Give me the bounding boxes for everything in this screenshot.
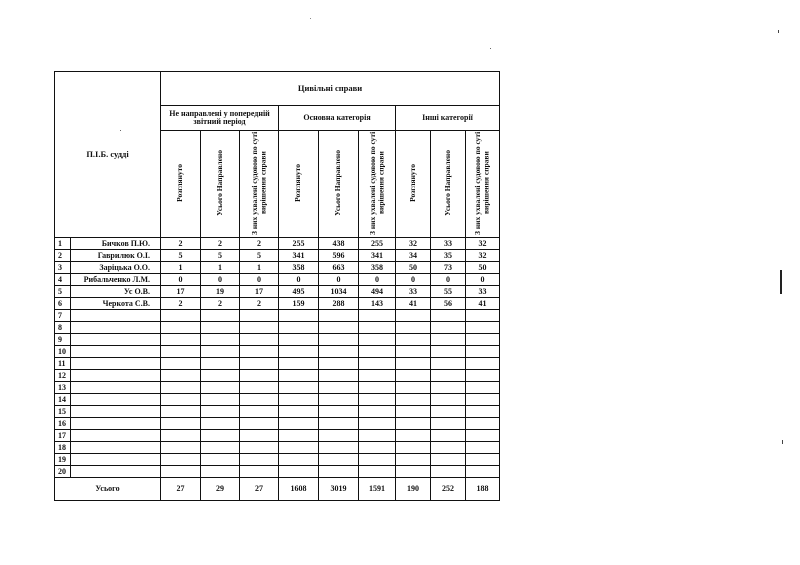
judge-name bbox=[71, 370, 161, 382]
column-header-label: Розглянуто bbox=[407, 164, 417, 202]
total-value-cell: 188 bbox=[466, 478, 500, 501]
value-cell: 2 bbox=[201, 298, 240, 310]
value-cell bbox=[240, 382, 279, 394]
value-cell bbox=[466, 430, 500, 442]
value-cell bbox=[240, 442, 279, 454]
value-cell bbox=[161, 442, 201, 454]
column-header bbox=[396, 131, 431, 238]
value-cell bbox=[396, 346, 431, 358]
value-cell bbox=[161, 454, 201, 466]
total-value-cell: 252 bbox=[431, 478, 466, 501]
value-cell: 2 bbox=[201, 238, 240, 250]
value-cell: 32 bbox=[396, 238, 431, 250]
value-cell bbox=[319, 406, 359, 418]
value-cell bbox=[431, 322, 466, 334]
table-row bbox=[55, 358, 500, 370]
value-cell: 2 bbox=[240, 238, 279, 250]
value-cell: 73 bbox=[431, 262, 466, 274]
value-cell bbox=[240, 394, 279, 406]
value-cell bbox=[466, 442, 500, 454]
value-cell bbox=[396, 310, 431, 322]
table-row bbox=[55, 394, 500, 406]
row-number: 15 bbox=[55, 406, 71, 418]
value-cell bbox=[466, 358, 500, 370]
value-cell: 50 bbox=[396, 262, 431, 274]
value-cell: 19 bbox=[201, 286, 240, 298]
column-header-label: З них ухвалені судовою по суті вирішення справи bbox=[249, 131, 268, 235]
row-number: 6 bbox=[55, 298, 71, 310]
value-cell bbox=[431, 370, 466, 382]
value-cell bbox=[319, 394, 359, 406]
table-row bbox=[55, 406, 500, 418]
value-cell bbox=[396, 322, 431, 334]
value-cell bbox=[319, 466, 359, 478]
column-header-label: Розглянуто bbox=[293, 164, 303, 202]
column-header bbox=[201, 131, 240, 238]
total-value-cell: 27 bbox=[161, 478, 201, 501]
total-value-cell: 190 bbox=[396, 478, 431, 501]
judge-name bbox=[71, 430, 161, 442]
value-cell bbox=[431, 334, 466, 346]
value-cell: 0 bbox=[201, 274, 240, 286]
value-cell bbox=[201, 322, 240, 334]
value-cell bbox=[279, 442, 319, 454]
value-cell bbox=[201, 418, 240, 430]
value-cell bbox=[431, 346, 466, 358]
value-cell bbox=[396, 334, 431, 346]
value-cell: 159 bbox=[279, 298, 319, 310]
value-cell bbox=[319, 334, 359, 346]
value-cell bbox=[466, 394, 500, 406]
value-cell bbox=[201, 442, 240, 454]
value-cell bbox=[319, 322, 359, 334]
value-cell bbox=[466, 334, 500, 346]
value-cell bbox=[161, 430, 201, 442]
value-cell: 32 bbox=[466, 250, 500, 262]
value-cell bbox=[466, 310, 500, 322]
value-cell bbox=[201, 430, 240, 442]
value-cell bbox=[319, 310, 359, 322]
value-cell bbox=[201, 394, 240, 406]
value-cell bbox=[279, 358, 319, 370]
value-cell: 1 bbox=[201, 262, 240, 274]
value-cell: 55 bbox=[431, 286, 466, 298]
value-cell: 41 bbox=[396, 298, 431, 310]
column-header bbox=[279, 131, 319, 238]
value-cell bbox=[201, 346, 240, 358]
total-value-cell: 1591 bbox=[359, 478, 396, 501]
column-header bbox=[319, 131, 359, 238]
value-cell bbox=[396, 418, 431, 430]
value-cell bbox=[431, 430, 466, 442]
value-cell: 0 bbox=[161, 274, 201, 286]
value-cell: 358 bbox=[359, 262, 396, 274]
value-cell bbox=[319, 346, 359, 358]
value-cell bbox=[279, 322, 319, 334]
judge-name bbox=[71, 466, 161, 478]
column-header-label: З них ухвалені судовою по суті вирішення справи bbox=[367, 131, 386, 235]
value-cell: 0 bbox=[359, 274, 396, 286]
column-header-label: Усього Направлено bbox=[214, 150, 224, 216]
value-cell: 50 bbox=[466, 262, 500, 274]
value-cell: 255 bbox=[359, 238, 396, 250]
value-cell bbox=[161, 346, 201, 358]
value-cell bbox=[396, 382, 431, 394]
judges-cases-table bbox=[54, 71, 500, 501]
value-cell bbox=[201, 382, 240, 394]
value-cell: 17 bbox=[240, 286, 279, 298]
value-cell: 41 bbox=[466, 298, 500, 310]
value-cell bbox=[359, 418, 396, 430]
total-value-cell: 3019 bbox=[319, 478, 359, 501]
value-cell: 0 bbox=[240, 274, 279, 286]
value-cell bbox=[279, 334, 319, 346]
value-cell bbox=[359, 406, 396, 418]
value-cell bbox=[396, 466, 431, 478]
value-cell bbox=[319, 418, 359, 430]
value-cell: 143 bbox=[359, 298, 396, 310]
subgroup-header-other-categories: Інші категорії bbox=[396, 106, 500, 131]
value-cell: 33 bbox=[396, 286, 431, 298]
value-cell: 5 bbox=[240, 250, 279, 262]
column-header-label: З них ухвалені судовою по суті вирішення справи bbox=[473, 131, 491, 235]
value-cell bbox=[466, 382, 500, 394]
table-row bbox=[55, 382, 500, 394]
value-cell bbox=[431, 310, 466, 322]
value-cell bbox=[240, 358, 279, 370]
value-cell: 0 bbox=[466, 274, 500, 286]
column-header bbox=[466, 131, 500, 238]
row-number: 17 bbox=[55, 430, 71, 442]
judge-name bbox=[71, 346, 161, 358]
value-cell bbox=[201, 370, 240, 382]
value-cell: 0 bbox=[431, 274, 466, 286]
value-cell bbox=[279, 406, 319, 418]
value-cell bbox=[466, 454, 500, 466]
value-cell bbox=[240, 466, 279, 478]
value-cell bbox=[240, 454, 279, 466]
table-row bbox=[55, 430, 500, 442]
value-cell bbox=[319, 358, 359, 370]
value-cell bbox=[201, 454, 240, 466]
row-number: 2 bbox=[55, 250, 71, 262]
value-cell bbox=[431, 454, 466, 466]
table-row bbox=[55, 418, 500, 430]
table-row bbox=[55, 238, 500, 250]
value-cell: 596 bbox=[319, 250, 359, 262]
value-cell bbox=[240, 430, 279, 442]
value-cell: 2 bbox=[240, 298, 279, 310]
column-header-label: Розглянуто bbox=[175, 164, 185, 202]
value-cell: 341 bbox=[359, 250, 396, 262]
value-cell bbox=[431, 442, 466, 454]
value-cell bbox=[201, 310, 240, 322]
value-cell bbox=[359, 310, 396, 322]
value-cell bbox=[279, 310, 319, 322]
row-number: 11 bbox=[55, 358, 71, 370]
judge-name bbox=[71, 310, 161, 322]
name-column-header: П.І.Б. судді bbox=[55, 72, 161, 238]
value-cell bbox=[319, 454, 359, 466]
value-cell bbox=[396, 430, 431, 442]
value-cell: 494 bbox=[359, 286, 396, 298]
value-cell: 1034 bbox=[319, 286, 359, 298]
judge-name bbox=[71, 394, 161, 406]
value-cell bbox=[279, 394, 319, 406]
row-number: 13 bbox=[55, 382, 71, 394]
value-cell bbox=[431, 358, 466, 370]
table-row bbox=[55, 274, 500, 286]
value-cell bbox=[466, 370, 500, 382]
value-cell bbox=[466, 466, 500, 478]
value-cell bbox=[396, 406, 431, 418]
judge-name: Ус О.В. bbox=[71, 286, 161, 298]
value-cell bbox=[466, 322, 500, 334]
value-cell bbox=[201, 466, 240, 478]
value-cell bbox=[240, 370, 279, 382]
value-cell: 438 bbox=[319, 238, 359, 250]
value-cell bbox=[359, 454, 396, 466]
column-header bbox=[240, 131, 279, 238]
value-cell bbox=[240, 346, 279, 358]
value-cell bbox=[396, 358, 431, 370]
value-cell: 495 bbox=[279, 286, 319, 298]
value-cell bbox=[396, 442, 431, 454]
value-cell bbox=[161, 394, 201, 406]
value-cell bbox=[319, 370, 359, 382]
value-cell bbox=[359, 370, 396, 382]
row-number: 16 bbox=[55, 418, 71, 430]
judge-name bbox=[71, 358, 161, 370]
column-header bbox=[161, 131, 201, 238]
value-cell bbox=[359, 382, 396, 394]
total-label: Усього bbox=[55, 478, 161, 501]
value-cell bbox=[279, 466, 319, 478]
value-cell bbox=[396, 454, 431, 466]
value-cell bbox=[319, 442, 359, 454]
value-cell bbox=[359, 346, 396, 358]
value-cell bbox=[359, 358, 396, 370]
value-cell bbox=[466, 418, 500, 430]
table-row bbox=[55, 346, 500, 358]
table-row bbox=[55, 334, 500, 346]
table-row bbox=[55, 442, 500, 454]
value-cell bbox=[431, 466, 466, 478]
judge-name: Рибальченко Л.М. bbox=[71, 274, 161, 286]
row-number: 12 bbox=[55, 370, 71, 382]
value-cell: 341 bbox=[279, 250, 319, 262]
row-number: 8 bbox=[55, 322, 71, 334]
row-number: 10 bbox=[55, 346, 71, 358]
value-cell bbox=[161, 466, 201, 478]
table-row bbox=[55, 298, 500, 310]
value-cell bbox=[161, 334, 201, 346]
value-cell bbox=[161, 310, 201, 322]
civil-cases-header: Цивільні справи bbox=[161, 72, 500, 106]
column-header bbox=[431, 131, 466, 238]
table-row bbox=[55, 286, 500, 298]
value-cell bbox=[279, 430, 319, 442]
value-cell: 33 bbox=[466, 286, 500, 298]
table-row bbox=[55, 262, 500, 274]
row-number: 9 bbox=[55, 334, 71, 346]
value-cell: 35 bbox=[431, 250, 466, 262]
row-number: 19 bbox=[55, 454, 71, 466]
value-cell bbox=[359, 430, 396, 442]
value-cell bbox=[279, 454, 319, 466]
value-cell bbox=[240, 322, 279, 334]
value-cell bbox=[396, 394, 431, 406]
judge-name bbox=[71, 418, 161, 430]
value-cell: 0 bbox=[279, 274, 319, 286]
value-cell bbox=[201, 358, 240, 370]
value-cell: 2 bbox=[161, 298, 201, 310]
value-cell bbox=[279, 346, 319, 358]
table-row bbox=[55, 310, 500, 322]
value-cell: 5 bbox=[201, 250, 240, 262]
value-cell bbox=[431, 382, 466, 394]
row-number: 4 bbox=[55, 274, 71, 286]
table-row bbox=[55, 370, 500, 382]
value-cell: 0 bbox=[319, 274, 359, 286]
row-number: 5 bbox=[55, 286, 71, 298]
value-cell bbox=[240, 418, 279, 430]
value-cell: 1 bbox=[240, 262, 279, 274]
value-cell: 5 bbox=[161, 250, 201, 262]
value-cell bbox=[201, 406, 240, 418]
value-cell bbox=[431, 406, 466, 418]
value-cell bbox=[240, 334, 279, 346]
judge-name: Заріцька О.О. bbox=[71, 262, 161, 274]
row-number: 14 bbox=[55, 394, 71, 406]
value-cell bbox=[466, 406, 500, 418]
value-cell bbox=[161, 370, 201, 382]
value-cell bbox=[319, 430, 359, 442]
row-number: 18 bbox=[55, 442, 71, 454]
value-cell bbox=[359, 334, 396, 346]
value-cell: 17 bbox=[161, 286, 201, 298]
value-cell bbox=[279, 382, 319, 394]
table-row bbox=[55, 322, 500, 334]
value-cell: 34 bbox=[396, 250, 431, 262]
total-value-cell: 27 bbox=[240, 478, 279, 501]
judge-name bbox=[71, 454, 161, 466]
value-cell bbox=[466, 346, 500, 358]
judge-name: Бичков П.Ю. bbox=[71, 238, 161, 250]
row-number: 20 bbox=[55, 466, 71, 478]
value-cell: 0 bbox=[396, 274, 431, 286]
judge-name bbox=[71, 322, 161, 334]
value-cell: 32 bbox=[466, 238, 500, 250]
value-cell bbox=[359, 442, 396, 454]
value-cell bbox=[279, 370, 319, 382]
column-header bbox=[359, 131, 396, 238]
value-cell: 1 bbox=[161, 262, 201, 274]
subgroup-header-main-category: Основна категорія bbox=[279, 106, 396, 131]
judge-name bbox=[71, 442, 161, 454]
judge-name: Черкота С.В. bbox=[71, 298, 161, 310]
subgroup-header-prev-period: Не направлені у попередній звітний період bbox=[161, 106, 279, 131]
value-cell: 2 bbox=[161, 238, 201, 250]
value-cell bbox=[161, 406, 201, 418]
column-header-label: Усього Направлено bbox=[333, 150, 343, 216]
value-cell bbox=[396, 370, 431, 382]
judge-name: Гаврилюк О.І. bbox=[71, 250, 161, 262]
value-cell bbox=[161, 382, 201, 394]
value-cell: 33 bbox=[431, 238, 466, 250]
value-cell bbox=[201, 334, 240, 346]
table-row bbox=[55, 466, 500, 478]
value-cell bbox=[431, 418, 466, 430]
value-cell bbox=[431, 394, 466, 406]
judge-name bbox=[71, 334, 161, 346]
table-row bbox=[55, 250, 500, 262]
row-number: 7 bbox=[55, 310, 71, 322]
table-row bbox=[55, 454, 500, 466]
value-cell bbox=[161, 358, 201, 370]
value-cell bbox=[319, 382, 359, 394]
value-cell bbox=[240, 310, 279, 322]
column-header-label: Усього Направлено bbox=[442, 150, 452, 216]
value-cell bbox=[161, 418, 201, 430]
judge-name bbox=[71, 382, 161, 394]
value-cell: 288 bbox=[319, 298, 359, 310]
value-cell bbox=[359, 322, 396, 334]
row-number: 3 bbox=[55, 262, 71, 274]
value-cell: 56 bbox=[431, 298, 466, 310]
total-value-cell: 1608 bbox=[279, 478, 319, 501]
value-cell bbox=[279, 418, 319, 430]
total-value-cell: 29 bbox=[201, 478, 240, 501]
value-cell: 663 bbox=[319, 262, 359, 274]
value-cell: 255 bbox=[279, 238, 319, 250]
value-cell bbox=[161, 322, 201, 334]
value-cell bbox=[240, 406, 279, 418]
judge-name bbox=[71, 406, 161, 418]
row-number: 1 bbox=[55, 238, 71, 250]
value-cell bbox=[359, 394, 396, 406]
value-cell: 358 bbox=[279, 262, 319, 274]
value-cell bbox=[359, 466, 396, 478]
